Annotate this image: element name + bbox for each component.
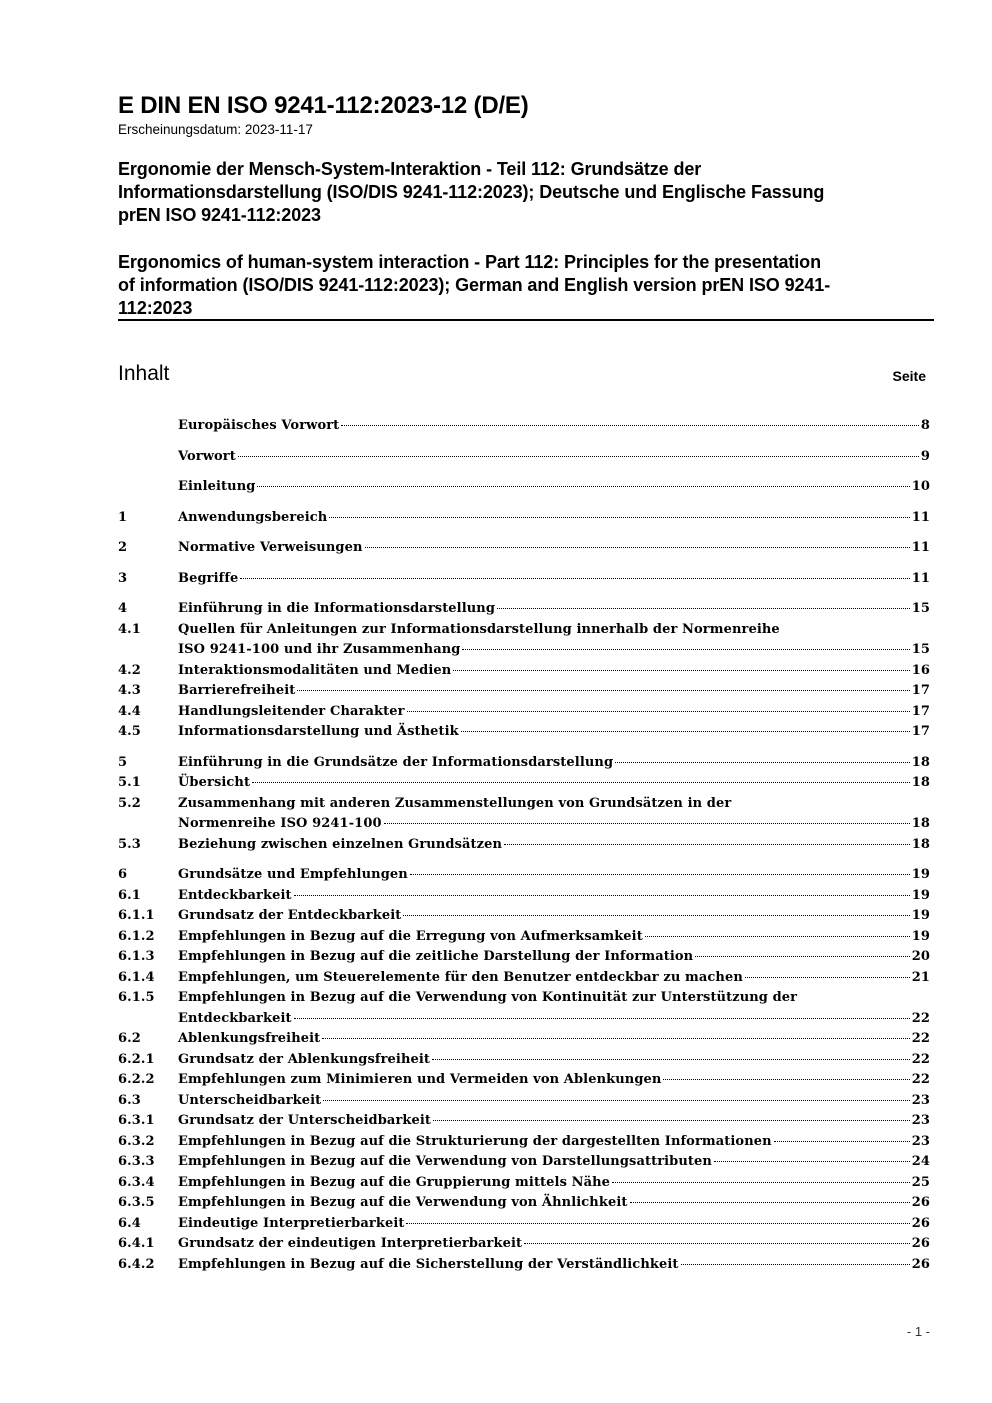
toc-entry[interactable]	[118, 681, 930, 702]
toc-entry[interactable]	[118, 1193, 930, 1214]
title-german-line: Ergonomie der Mensch-System-Interaktion - Teil 112: Grundsätze der	[118, 159, 702, 179]
dot-leader	[238, 456, 919, 457]
title-german-line: prEN ISO 9241-112:2023	[118, 205, 321, 225]
toc-entry[interactable]	[118, 416, 930, 437]
toc-entry-number: 4.3	[118, 683, 141, 698]
toc-entry[interactable]	[118, 620, 930, 661]
dot-leader	[774, 1141, 910, 1142]
dot-leader	[714, 1161, 910, 1162]
toc-heading: Inhalt	[118, 362, 170, 385]
toc-entry-title: Informationsdarstellung und Ästhetik	[178, 724, 459, 739]
toc-entry-page: 21	[911, 969, 930, 985]
dot-leader	[745, 977, 910, 978]
toc-entry-title: Grundsatz der Entdeckbarkeit	[178, 908, 402, 923]
toc-entry[interactable]	[118, 661, 930, 682]
toc-entry[interactable]	[118, 1255, 930, 1276]
table-of-contents	[118, 416, 930, 1275]
toc-entry-number: 1	[118, 509, 128, 525]
toc-entry[interactable]	[118, 1070, 930, 1091]
toc-entry[interactable]	[118, 508, 930, 529]
toc-entry[interactable]	[118, 1214, 930, 1235]
toc-entry-title: Grundsatz der eindeutigen Interpretierbarkeit	[178, 1236, 523, 1251]
toc-entry[interactable]	[118, 569, 930, 590]
toc-entry-title: Unterscheidbarkeit	[178, 1092, 322, 1108]
toc-entry[interactable]	[118, 1234, 930, 1255]
toc-entry-title: Empfehlungen zum Minimieren und Vermeiden von Ablenkungen	[178, 1072, 662, 1087]
dot-leader	[615, 762, 910, 763]
dot-leader	[240, 578, 909, 579]
toc-entry-title: Vorwort	[178, 448, 236, 464]
toc-entry-page: 25	[911, 1174, 930, 1190]
toc-entry-number: 4.4	[118, 703, 141, 719]
toc-entry-title: Empfehlungen in Bezug auf die Verwendung von Ähnlichkeit	[178, 1195, 628, 1210]
toc-entry[interactable]	[118, 722, 930, 743]
title-english-line: Ergonomics of human-system interaction - Part 112: Principles for the presentation	[118, 252, 821, 272]
toc-entry-page: 11	[911, 570, 930, 586]
toc-entry-page: 10	[911, 479, 930, 494]
toc-entry[interactable]	[118, 1152, 930, 1173]
toc-entry-page: 26	[911, 1256, 930, 1272]
title-divider	[118, 319, 934, 321]
toc-entry-title: Einleitung	[178, 479, 256, 494]
toc-entry-page: 15	[911, 642, 930, 657]
toc-entry-page: 26	[911, 1195, 930, 1210]
toc-entry-title: Normenreihe ISO 9241-100	[178, 816, 382, 831]
dot-leader	[329, 517, 909, 518]
toc-entry-title: Europäisches Vorwort	[178, 418, 340, 433]
toc-entry-number: 6.1.2	[118, 928, 155, 944]
toc-entry-title: Zusammenhang mit anderen Zusammenstellungen von Grundsätzen in der	[178, 795, 732, 811]
toc-entry-title: Entdeckbarkeit	[178, 1010, 292, 1026]
toc-entry-page: 19	[911, 867, 930, 882]
toc-entry-title: ISO 9241-100 und ihr Zusammenhang	[178, 642, 461, 657]
toc-entry[interactable]	[118, 1050, 930, 1071]
toc-entry-title: Übersicht	[178, 775, 251, 790]
dot-leader	[432, 1059, 910, 1060]
toc-entry-title: Entdeckbarkeit	[178, 887, 292, 903]
toc-entry-number: 4	[118, 601, 128, 616]
toc-entry-title: Empfehlungen in Bezug auf die zeitliche Darstellung der Information	[178, 949, 694, 964]
toc-entry-page: 26	[911, 1236, 930, 1251]
toc-entry-page: 19	[911, 887, 930, 903]
toc-entry-page: 15	[911, 601, 930, 616]
dot-leader	[341, 425, 919, 426]
toc-entry-title: Handlungsleitender Charakter	[178, 703, 405, 719]
dot-leader	[322, 1038, 909, 1039]
toc-entry-page: 9	[920, 448, 930, 464]
toc-entry-page: 8	[920, 418, 930, 433]
toc-entry-number: 6	[118, 867, 128, 882]
toc-entry[interactable]	[118, 988, 930, 1029]
toc-entry-page: 18	[911, 754, 930, 770]
toc-entry[interactable]	[118, 753, 930, 774]
dot-leader	[252, 782, 910, 783]
toc-entry-title: Normative Verweisungen	[178, 540, 363, 555]
toc-entry-title: Grundsätze und Empfehlungen	[178, 867, 408, 882]
toc-entry[interactable]	[118, 477, 930, 498]
dot-leader	[461, 731, 910, 732]
title-german-line: Informationsdarstellung (ISO/DIS 9241-112:2023); Deutsche und Englische Fassung	[118, 182, 825, 202]
toc-entry[interactable]	[118, 1173, 930, 1194]
toc-entry-title: Begriffe	[178, 570, 239, 586]
toc-entry-title: Empfehlungen in Bezug auf die Verwendung von Kontinuität zur Unterstützung der	[178, 990, 798, 1005]
toc-entry[interactable]	[118, 538, 930, 559]
toc-entry-number: 3	[118, 570, 128, 586]
toc-entry-number: 6.4.2	[118, 1256, 155, 1272]
dot-leader	[365, 547, 910, 548]
toc-entry-number: 4.5	[118, 724, 141, 739]
toc-entry[interactable]	[118, 599, 930, 620]
toc-entry-page: 22	[911, 1072, 930, 1087]
toc-entry[interactable]	[118, 1132, 930, 1153]
toc-entry[interactable]	[118, 1029, 930, 1050]
toc-entry-number: 5.3	[118, 836, 141, 852]
toc-entry-page: 18	[911, 836, 930, 852]
toc-entry-page: 24	[911, 1154, 930, 1169]
toc-entry-page: 23	[911, 1133, 930, 1149]
toc-entry-number: 6.3.2	[118, 1133, 155, 1149]
toc-entry-page: 18	[911, 775, 930, 790]
dot-leader	[453, 670, 909, 671]
dot-leader	[294, 895, 910, 896]
toc-entry-number: 6.1.5	[118, 990, 155, 1005]
toc-entry-number: 6.2.1	[118, 1051, 155, 1067]
toc-entry-title: Einführung in die Grundsätze der Informationsdarstellung	[178, 754, 614, 770]
toc-entry-page: 11	[911, 540, 930, 555]
dot-leader	[410, 874, 910, 875]
toc-entry-page: 17	[911, 703, 930, 719]
dot-leader	[384, 823, 910, 824]
toc-entry-title: Quellen für Anleitungen zur Informationsdarstellung innerhalb der Normenreihe	[178, 621, 780, 637]
toc-entry-page: 18	[911, 816, 930, 831]
title-english	[118, 251, 933, 320]
toc-entry[interactable]	[118, 702, 930, 723]
toc-entry-title: Grundsatz der Ablenkungsfreiheit	[178, 1051, 431, 1067]
dot-leader	[462, 649, 909, 650]
toc-entry-title: Ablenkungsfreiheit	[178, 1031, 321, 1046]
toc-entry-number: 6.1.4	[118, 969, 155, 985]
toc-entry[interactable]	[118, 447, 930, 468]
dot-leader	[407, 711, 910, 712]
dot-leader	[695, 956, 910, 957]
toc-entry-title: Grundsatz der Unterscheidbarkeit	[178, 1113, 432, 1128]
toc-entry-number: 6.1	[118, 887, 141, 903]
toc-entry-title: Empfehlungen in Bezug auf die Gruppierung mittels Nähe	[178, 1174, 611, 1190]
toc-entry-page: 23	[911, 1092, 930, 1108]
title-german	[118, 158, 933, 227]
toc-entry-title: Beziehung zwischen einzelnen Grundsätzen	[178, 836, 503, 852]
toc-entry[interactable]	[118, 947, 930, 968]
toc-entry-page: 22	[911, 1031, 930, 1046]
toc-entry[interactable]	[118, 835, 930, 856]
toc-entry-page: 11	[911, 509, 930, 525]
dot-leader	[524, 1243, 910, 1244]
toc-entry-page: 16	[911, 662, 930, 678]
toc-entry-page: 23	[911, 1113, 930, 1128]
toc-entry-number: 6.1.1	[118, 908, 155, 923]
toc-entry-page: 19	[911, 908, 930, 923]
toc-entry-number: 4.2	[118, 662, 141, 678]
toc-entry[interactable]	[118, 794, 930, 835]
dot-leader	[645, 936, 910, 937]
dot-leader	[612, 1182, 910, 1183]
title-english-line: of information (ISO/DIS 9241-112:2023); German and English version prEN ISO 9241-	[118, 275, 831, 295]
toc-entry-page: 19	[911, 928, 930, 944]
toc-entry-number: 5.2	[118, 795, 141, 811]
dot-leader	[294, 1018, 910, 1019]
toc-entry-title: Barrierefreiheit	[178, 683, 296, 698]
toc-entry-number: 6.2	[118, 1031, 141, 1046]
toc-entry-title: Empfehlungen in Bezug auf die Sicherstellung der Verständlichkeit	[178, 1256, 679, 1272]
toc-entry-title: Anwendungsbereich	[178, 509, 328, 525]
dot-leader	[663, 1079, 909, 1080]
toc-entry-number: 6.1.3	[118, 949, 155, 964]
toc-entry-number: 6.2.2	[118, 1072, 155, 1087]
page-number: - 1 -	[906, 1324, 930, 1339]
toc-entry-number: 6.3.5	[118, 1195, 155, 1210]
toc-entry-number: 2	[118, 540, 128, 555]
toc-entry-number: 6.4	[118, 1215, 141, 1231]
toc-entry-page: 22	[911, 1010, 930, 1026]
toc-entry-title: Einführung in die Informationsdarstellung	[178, 601, 496, 616]
publication-date: Erscheinungsdatum: 2023-11-17	[118, 122, 313, 137]
document-id: E DIN EN ISO 9241-112:2023-12 (D/E)	[118, 92, 529, 119]
dot-leader	[406, 1223, 909, 1224]
dot-leader	[403, 915, 909, 916]
toc-entry[interactable]	[118, 886, 930, 907]
toc-entry-title: Empfehlungen, um Steuerelemente für den Benutzer entdeckbar zu machen	[178, 969, 743, 985]
dot-leader	[630, 1202, 910, 1203]
toc-entry-number: 4.1	[118, 621, 141, 637]
toc-entry-title: Eindeutige Interpretierbarkeit	[178, 1215, 405, 1231]
toc-entry-number: 5	[118, 754, 128, 770]
dot-leader	[681, 1264, 910, 1265]
toc-entry[interactable]	[118, 906, 930, 927]
dot-leader	[497, 608, 910, 609]
dot-leader	[433, 1120, 910, 1121]
toc-entry-number: 6.4.1	[118, 1236, 155, 1251]
toc-entry-page: 17	[911, 724, 930, 739]
toc-entry-title: Empfehlungen in Bezug auf die Erregung von Aufmerksamkeit	[178, 928, 643, 944]
dot-leader	[297, 690, 909, 691]
toc-entry-number: 5.1	[118, 775, 141, 790]
toc-entry-title: Interaktionsmodalitäten und Medien	[178, 662, 452, 678]
title-english-line: 112:2023	[118, 298, 193, 318]
toc-entry[interactable]	[118, 1111, 930, 1132]
toc-entry-number: 6.3.1	[118, 1113, 155, 1128]
toc-entry-title: Empfehlungen in Bezug auf die Strukturierung der dargestellten Informationen	[178, 1133, 772, 1149]
toc-entry-page: 22	[911, 1051, 930, 1067]
dot-leader	[504, 844, 910, 845]
toc-entry-number: 6.3.4	[118, 1174, 155, 1190]
toc-entry-number: 6.3	[118, 1092, 141, 1108]
toc-entry-page: 20	[911, 949, 930, 964]
dot-leader	[323, 1100, 909, 1101]
toc-entry[interactable]	[118, 773, 930, 794]
toc-entry-number: 6.3.3	[118, 1154, 155, 1169]
toc-entry[interactable]	[118, 927, 930, 948]
toc-page-column-label: Seite	[892, 368, 926, 384]
toc-entry-page: 17	[911, 683, 930, 698]
toc-entry-page: 26	[911, 1215, 930, 1231]
toc-entry[interactable]	[118, 1091, 930, 1112]
toc-entry[interactable]	[118, 968, 930, 989]
toc-entry-title: Empfehlungen in Bezug auf die Verwendung von Darstellungsattributen	[178, 1154, 712, 1169]
dot-leader	[257, 486, 909, 487]
toc-entry[interactable]	[118, 865, 930, 886]
